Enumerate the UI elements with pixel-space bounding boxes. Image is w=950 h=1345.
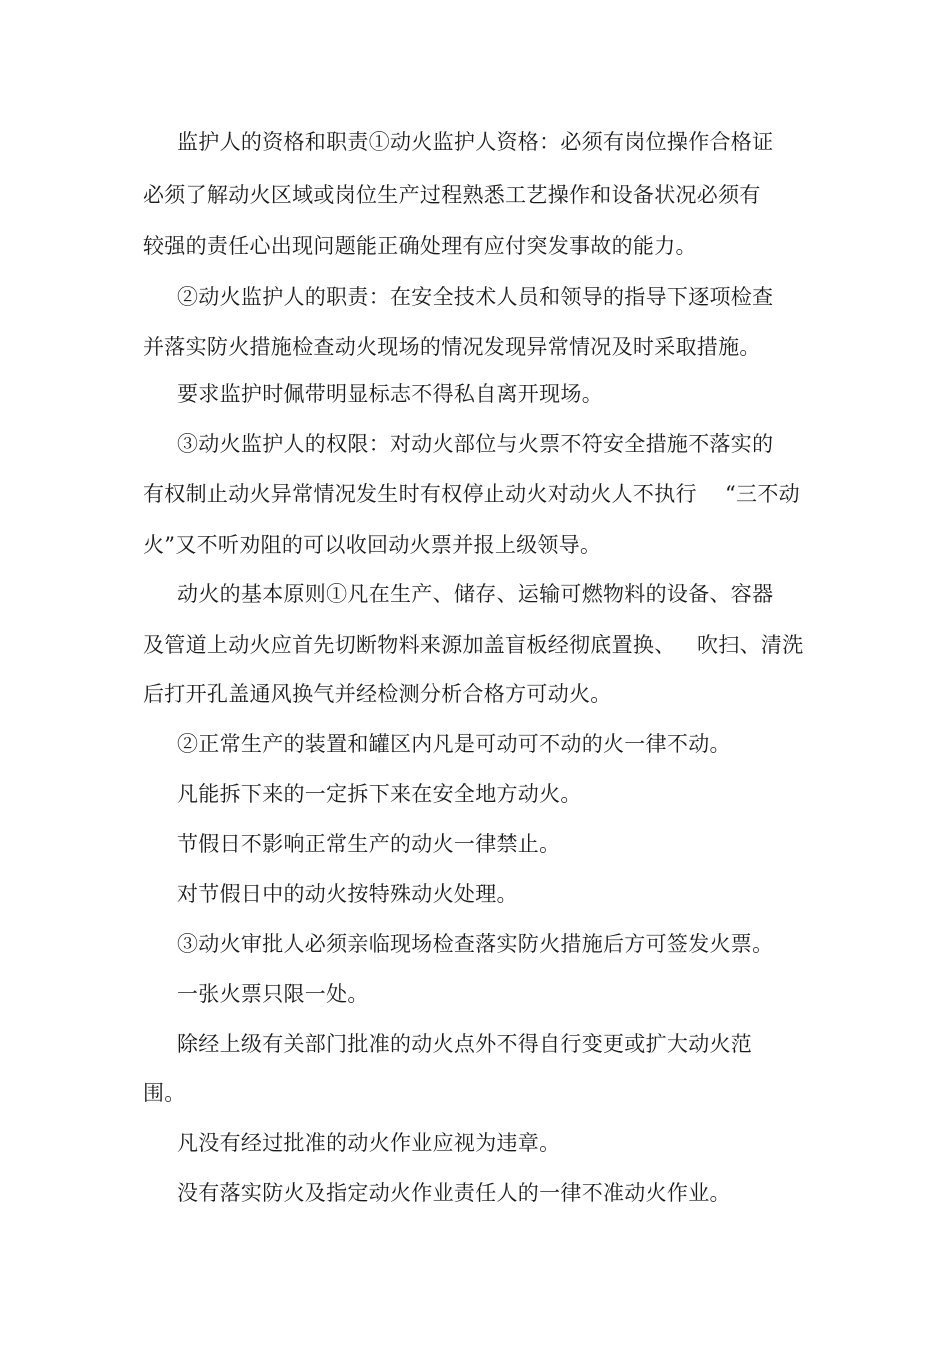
text-line-5: 并落实防火措施检查动火现场的情况发现异常情况及时采取措施。 bbox=[143, 335, 761, 359]
text-line-4: ②动火监护人的职责：在安全技术人员和领导的指导下逐项检查 bbox=[177, 285, 774, 309]
text-line-17: ③动火审批人必须亲临现场检查落实防火措施后方可签发火票。 bbox=[177, 932, 774, 956]
text-line-14: 凡能拆下来的一定拆下来在安全地方动火。 bbox=[177, 782, 582, 806]
text-line-18: 一张火票只限一处。 bbox=[177, 982, 369, 1006]
text-line-8-tail: “三不动 bbox=[725, 482, 800, 506]
text-line-12: 后打开孔盖通风换气并经检测分析合格方可动火。 bbox=[143, 682, 612, 706]
text-line-15: 节假日不影响正常生产的动火一律禁止。 bbox=[177, 832, 561, 856]
text-line-8: 有权制止动火异常情况发生时有权停止动火对动火人不执行 bbox=[143, 482, 697, 506]
text-line-21: 凡没有经过批准的动火作业应视为违章。 bbox=[177, 1131, 561, 1155]
text-line-10: 动火的基本原则①凡在生产、储存、运输可燃物料的设备、容器 bbox=[177, 582, 774, 606]
text-line-2: 必须了解动火区域或岗位生产过程熟悉工艺操作和设备状况必须有 bbox=[143, 183, 761, 207]
text-line-16: 对节假日中的动火按特殊动火处理。 bbox=[177, 882, 518, 906]
text-line-11-tail: 吹扫、清洗 bbox=[697, 633, 804, 657]
text-line-11: 及管道上动火应首先切断物料来源加盖盲板经彻底置换、 bbox=[143, 633, 676, 657]
text-line-7: ③动火监护人的权限：对动火部位与火票不符安全措施不落实的 bbox=[177, 432, 774, 456]
text-line-9: 火”又不听劝阻的可以收回动火票并报上级领导。 bbox=[143, 533, 602, 557]
text-line-13: ②正常生产的装置和罐区内凡是可动可不动的火一律不动。 bbox=[177, 732, 731, 756]
text-line-6: 要求监护时佩带明显标志不得私自离开现场。 bbox=[177, 382, 603, 406]
text-line-20: 围。 bbox=[143, 1081, 186, 1105]
text-line-3: 较强的责任心出现问题能正确处理有应付突发事故的能力。 bbox=[143, 234, 697, 258]
text-line-1: 监护人的资格和职责①动火监护人资格：必须有岗位操作合格证 bbox=[177, 130, 774, 154]
text-line-22: 没有落实防火及指定动火作业责任人的一律不准动火作业。 bbox=[177, 1181, 731, 1205]
text-line-19: 除经上级有关部门批准的动火点外不得自行变更或扩大动火范 bbox=[177, 1032, 753, 1056]
